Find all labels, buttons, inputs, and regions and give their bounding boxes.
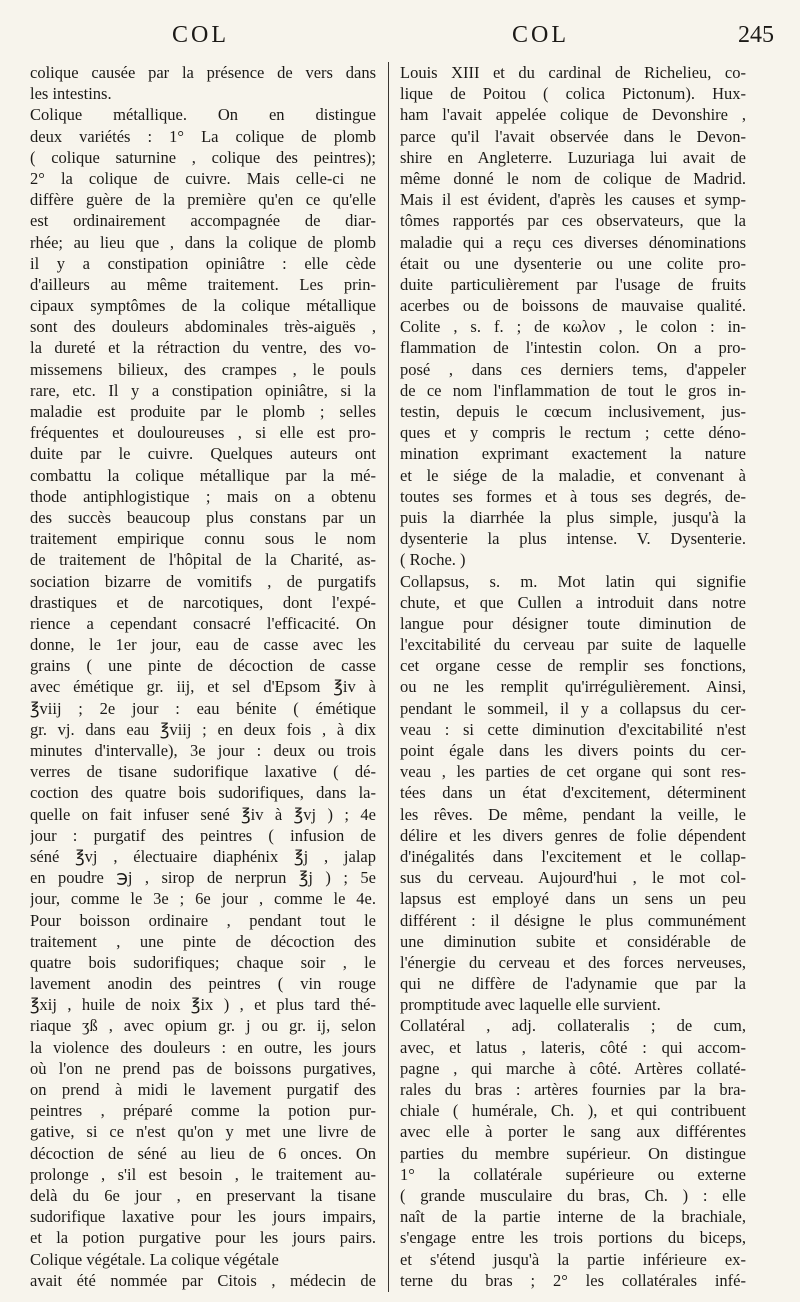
text-line: veau , les parties de cet organe qui sont res- [400,762,746,782]
text-line: verres de tisane sudorifique laxative ( dé- [30,762,376,782]
text-line: la violence des douleurs : en outre, les jours [30,1037,376,1057]
text-line: fréquentes et douloureuses , si elle est pro- [30,423,376,443]
text-line: ques et y compris le rectum ; cette déno- [400,423,746,443]
text-line: gative, si ce n'est qu'on y met une livre de [30,1122,376,1142]
text-line: promptitude avec laquelle elle survient. [400,995,661,1015]
text-line: Louis XIII et du cardinal de Richelieu, co- [400,63,746,82]
text-line: parce qu'il l'avait observée dans le Devon- [400,126,746,146]
text-line: prolonge , s'il est besoin , le traitement au- [30,1164,376,1184]
text-line: l'excitabilité du cerveau par suite de laquelle [400,635,746,655]
text-line: quelle on fait infuser sené ℥iv à ℥vj ) ; 4e [30,804,376,824]
text-line: lavement anodin des peintres ( vin rouge [30,974,376,994]
text-line: quatre bois sudorifiques; chaque soir , le [30,952,376,972]
text-line: grains ( une pinte de décoction de casse [30,656,376,676]
text-line: peintres , préparé comme la potion pur- [30,1101,376,1121]
text-line: delà du 6e jour , en preservant la tisane [30,1185,376,1205]
text-line: toutes ses formes et à tous ses degrés, de- [400,486,746,506]
text-line: Mais il est évident, d'après les causes et symp- [400,190,746,210]
text-line: testin, depuis le cœcum inclusivement, jus- [400,402,746,421]
text-line: rience a cependant consacré l'efficacité. On [30,613,376,633]
text-line: ℥xij , huile de noix ℥ix ) , et plus tard thé- [30,995,376,1015]
text-line: Collapsus, s. m. Mot latin qui signifie [400,571,746,591]
text-line: colique causée par la présence de vers dans [30,63,376,82]
text-line: sudorifique laxative pour les jours impairs, [30,1207,376,1227]
text-line: duite particulièrement par l'usage de fruits [400,274,746,294]
text-line: maladie est produite par le plomb ; selles [30,402,376,421]
text-line: ( grande musculaire du bras, Ch. ) : elle [400,1185,746,1205]
text-line: duite par le cuivre. Quelques auteurs ont [30,444,376,464]
text-line: Pour boisson ordinaire , pendant tout le [30,910,376,930]
text-line: ( Roche. ) [400,550,466,570]
text-line: différent : il désigne le plus communément [400,910,746,930]
text-line: ham l'avait appelée colique de Devonshire , [400,105,746,125]
text-line: coction des quatre bois sudorifiques, dans la- [30,783,376,803]
column-rule [388,62,389,1292]
text-line: avec émétique gr. iij, et sel d'Epsom ℥iv à [30,677,376,697]
text-line: où l'on ne prend pas de boissons purgatives, [30,1058,376,1078]
text-line: de traitement de l'hôpital de la Charité, as- [30,550,376,570]
text-line: l'énergie du cerveau et des forces nerveuses, [400,952,746,972]
text-line: Colique végétale. La colique végétale [30,1249,279,1269]
text-line: diffère guère de la première qu'en ce qu'elle [30,190,376,210]
text-line: et s'étend jusqu'à la partie inférieure ex- [400,1249,746,1269]
text-line: avec elle à porter le sang aux différentes [400,1122,746,1142]
text-line: rhée; au lieu que , dans la colique de plomb [30,232,376,252]
text-line: même donné le nom de colique de Madrid. [400,168,746,188]
text-line: ℥viij ; 2e jour : eau bénite ( émétique [30,698,376,718]
text-line: pendant le sommeil, il y a collapsus du cer- [400,698,746,718]
text-line: d'ailleurs au même traitement. Les prin- [30,274,376,294]
text-line: qui ne diffère de l'adynamie que par la [400,974,746,994]
text-line: jour, comme le 3e ; 6e jour , comme le 4e. [30,889,376,909]
text-line: veau : si cette diminution d'excitabilité n'est [400,719,746,739]
text-line: et le siége de la maladie, et convenant à [400,465,746,485]
text-line: lique de Poitou ( colica Pictonum). Hux- [400,84,746,104]
text-line: tées dans un état d'excitement, déterminent [400,783,746,803]
text-line: avait été nommée par Citois , médecin de [30,1270,376,1290]
text-line: flammation de l'intestin colon. On a pro- [400,338,746,358]
text-line: est ordinairement accompagnée de diar- [30,211,376,231]
page-number: 245 [738,22,774,48]
text-line: chute, et que Cullen a introduit dans notre [400,592,746,612]
text-line: naît de la partie interne de la brachiale, [400,1207,746,1227]
text-line: ( colique saturnine , colique des peintres); [30,147,376,167]
text-line: Colique métallique. On en distingue [30,105,376,125]
text-line: délire et les divers genres de folie dépendent [400,825,746,845]
text-line: posé , dans ces derniers tems, d'appeler [400,359,746,379]
text-line: mination exprimant exactement la nature [400,444,746,464]
text-line: traitement empirique connu sous le nom [30,529,376,549]
text-line: drastiques et de narcotiques, dont l'expé- [30,592,376,612]
text-line: était ou une dysenterie ou une colite pro- [400,253,746,273]
text-line: la dureté et la rétraction du ventre, des vo- [30,338,376,358]
text-line: gr. vj. dans eau ℥viij ; en deux fois , à dix [30,719,376,739]
text-line: minutes d'intervalle), 3e jour : deux ou trois [30,741,376,760]
text-line: ou ne les remplit qu'irrégulièrement. Ainsi, [400,677,746,697]
text-line: thode antiphlogistique ; mais on a obtenu [30,486,376,506]
text-line: séné ℥vj , électuaire diaphénix ℥j , jalap [30,846,376,866]
running-head-left: COL [172,22,229,48]
text-line: maladie qui a reçu ces diverses dénominations [400,232,746,252]
text-line: Colite , s. f. ; de κωλον , le colon : in- [400,317,746,337]
text-line: rales du bras : artères fournies par la bra- [400,1080,746,1099]
text-line: s'engage entre les trois portions du biceps, [400,1228,746,1248]
text-line: sus du cerveau. Aujourd'hui , le mot col- [400,868,746,888]
text-line: donne, le 1er jour, eau de casse avec les [30,635,376,655]
text-line: des succès beaucoup plus constans par un [30,507,376,527]
text-line: il y a constipation opiniâtre : elle cède [30,253,376,273]
text-line: cet organe cesse de remplir ses fonctions, [400,656,746,676]
text-line: cipaux symptômes de la colique métallique [30,296,376,316]
text-line: puis la diarrhée la plus simple, jusqu'à la [400,507,746,527]
text-line: lapsus est employé dans un sens un peu [400,889,746,909]
text-line: sont des douleurs abdominales très-aiguës , [30,317,376,337]
text-line: langue pour désigner toute diminution de [400,613,746,633]
text-line: point égale dans les divers points du cer- [400,741,746,760]
text-line: décoction de séné au lieu de 6 onces. On [30,1143,376,1163]
text-line: avec, et latus , lateris, côté : qui accom- [400,1037,746,1057]
text-line: rare, etc. Il y a constipation opiniâtre, si la [30,380,376,400]
text-line: pagne , qui marche à côté. Artères collaté- [400,1058,746,1078]
text-line: terne du bras ; 2° les collatérales infé- [400,1270,746,1290]
text-line: on prend à midi le lavement purgatif des [30,1080,376,1099]
text-line: chiale ( humérale, Ch. ), et qui contribuent [400,1101,746,1121]
left-column [30,62,376,1291]
text-line: en poudre ℈j , sirop de nerprun ℥j ) ; 5e [30,868,376,888]
text-line: d'inégalités dans l'excitement et le collap- [400,846,746,866]
text-line: et la potion purgative pour les jours pairs. [30,1228,376,1248]
text-line: 1° la collatérale supérieure ou externe [400,1164,746,1184]
text-line: deux variétés : 1° La colique de plomb [30,126,376,146]
text-line: traitement , une pinte de décoction des [30,931,376,951]
text-line: combattu la colique métallique par la mé- [30,465,376,485]
running-head-right: COL [512,22,569,48]
text-line: les rêves. De même, pendant la veille, le [400,804,746,824]
text-line: parties du membre supérieur. On distingue [400,1143,746,1163]
text-line: de ce nom l'inflammation de tout le gros in- [400,380,746,400]
text-line: sociation bizarre de vomitifs , de purgatifs [30,571,376,591]
text-line: missemens bilieux, des crampes , le pouls [30,359,376,379]
right-column [400,62,746,1291]
text-line: riaque ʒß , avec opium gr. j ou gr. ij, selon [30,1016,376,1036]
text-line: une diminution subite et considérable de [400,931,746,951]
text-line: 2° la colique de cuivre. Mais celle-ci ne [30,168,376,188]
text-line: acerbes ou de boissons de mauvaise qualité. [400,296,746,316]
text-line: les intestins. [30,84,112,104]
text-line: dysenterie la plus intense. V. Dysenterie. [400,529,746,549]
text-line: tômes rapportés par ces observateurs, que la [400,211,746,231]
running-head [0,22,800,62]
text-line: shire en Angleterre. Luzuriaga lui avait de [400,147,746,167]
text-line: Collatéral , adj. collateralis ; de cum, [400,1016,746,1036]
text-line: jour : purgatif des peintres ( infusion de [30,825,376,845]
